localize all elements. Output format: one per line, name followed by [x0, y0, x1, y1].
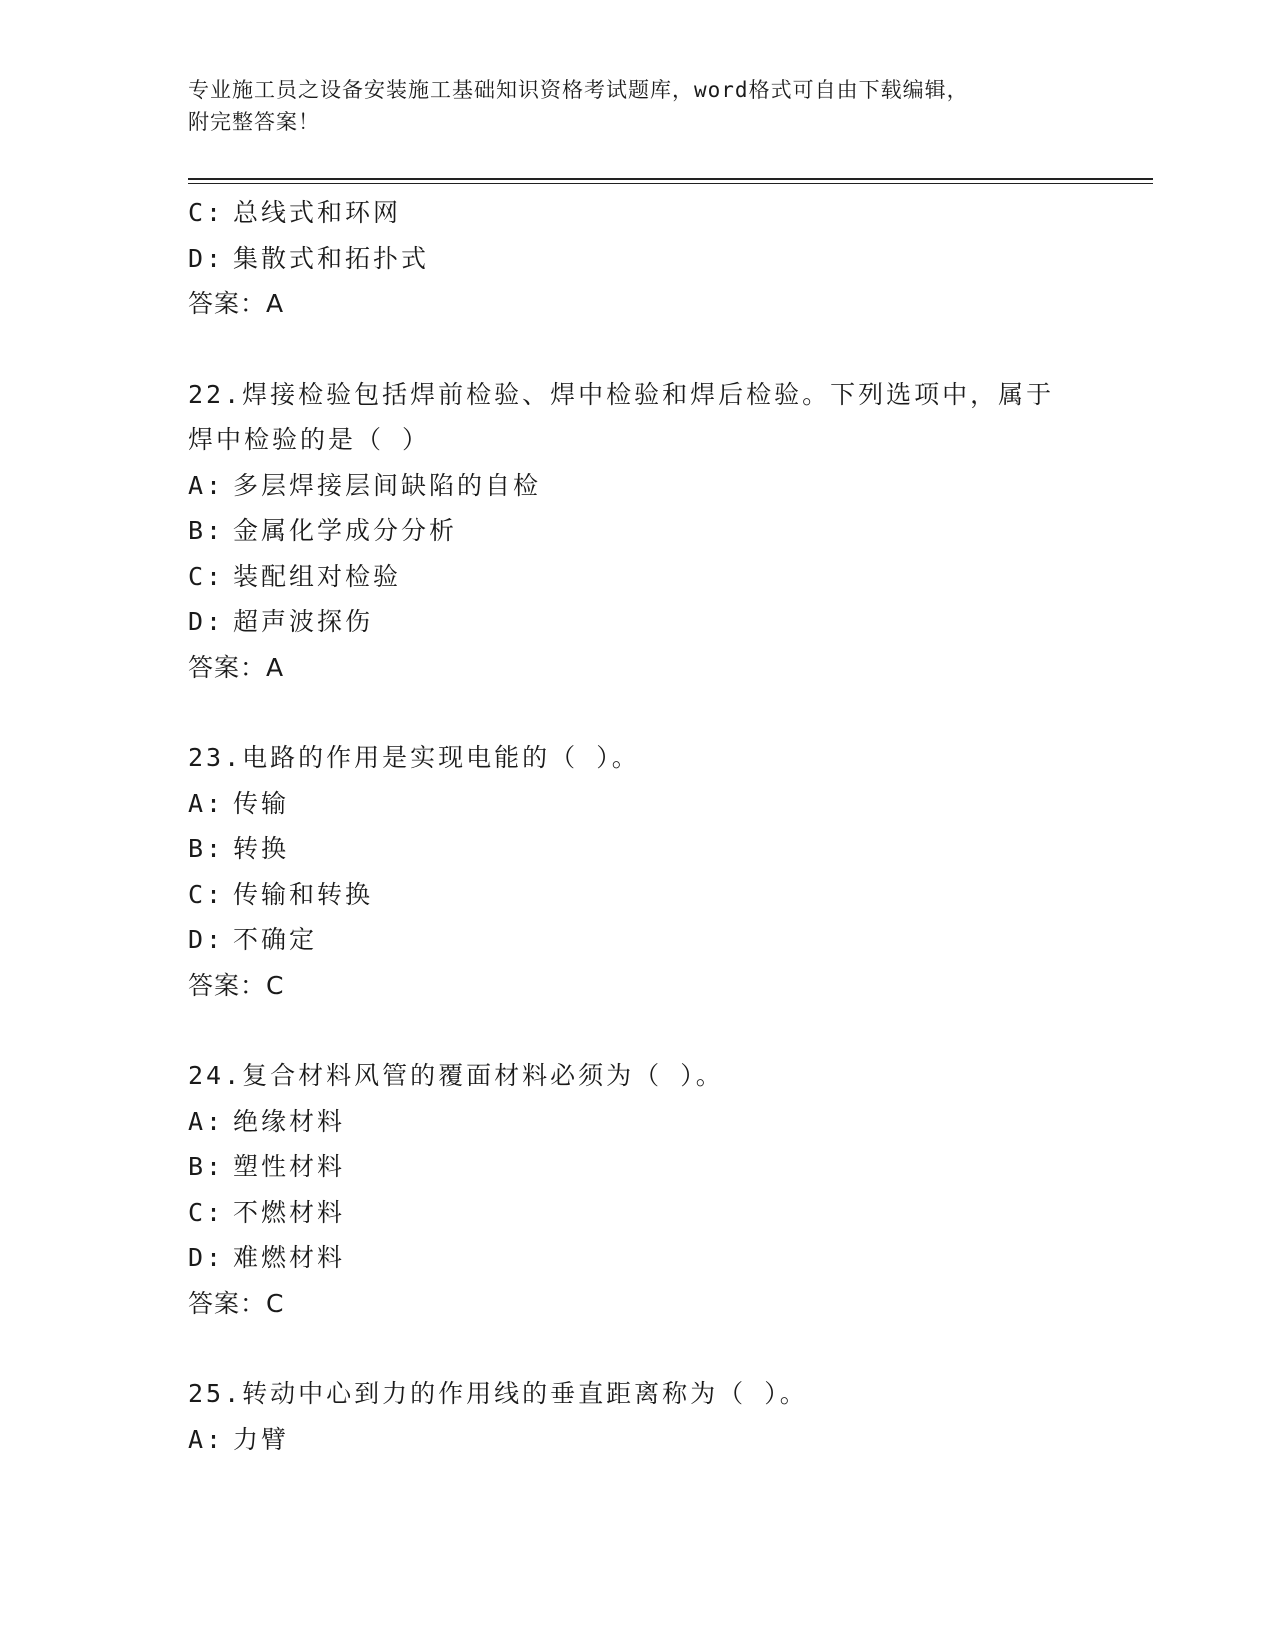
option-text: 传输和转换 [233, 879, 374, 909]
option-c [188, 1190, 1088, 1236]
question-text-line-1: 24.复合材料风管的覆面材料必须为（ ）。 [188, 1061, 724, 1090]
answer-line: 答案：C [188, 1288, 285, 1318]
question-23 [188, 735, 1088, 1008]
question-22 [188, 372, 1088, 691]
option-text: 金属化学成分分析 [233, 516, 458, 545]
option-letter: D: [188, 607, 225, 636]
option-d [188, 599, 1088, 645]
option-d [188, 1235, 1088, 1281]
option-letter: A: [188, 788, 225, 818]
option-letter: B: [188, 834, 225, 863]
option-text: 传输 [233, 788, 290, 818]
option-text: 不确定 [233, 925, 318, 954]
option-text: 装配组对检验 [233, 561, 402, 591]
option-letter: B: [188, 516, 225, 545]
header-divider [188, 178, 1153, 184]
option-c [188, 554, 1088, 600]
question-25 [188, 1371, 1088, 1462]
option-d [188, 917, 1088, 963]
option-letter: C: [188, 198, 225, 227]
header-line-2: 附完整答案！ [188, 110, 320, 134]
answer-line: 答案：A [188, 652, 285, 682]
option-letter: D: [188, 925, 225, 954]
option-letter: A: [188, 1424, 225, 1454]
question-text-line-1: 25.转动中心到力的作用线的垂直距离称为（ ）。 [188, 1379, 808, 1408]
spacer [188, 1326, 1088, 1371]
option-text: 绝缘材料 [233, 1106, 346, 1136]
option-letter: B: [188, 1152, 225, 1181]
option-letter: A: [188, 1106, 225, 1136]
option-letter: C: [188, 561, 225, 591]
option-text: 难燃材料 [233, 1243, 346, 1272]
option-letter: D: [188, 243, 225, 273]
option-text: 力臂 [233, 1424, 290, 1454]
option-letter: C: [188, 1197, 225, 1227]
question-text-line-1: 22.焊接检验包括焊前检验、焊中检验和焊后检验。下列选项中，属于 [188, 379, 1055, 409]
option-b [188, 1144, 1088, 1190]
question-21-tail [188, 190, 1088, 327]
spacer [188, 327, 1088, 372]
option-letter: C: [188, 879, 225, 909]
option-b [188, 508, 1088, 554]
answer-line: 答案：C [188, 970, 285, 1000]
option-text: 转换 [233, 834, 290, 863]
option-letter: D: [188, 1243, 225, 1272]
question-list [188, 190, 1088, 1462]
option-text: 塑性材料 [233, 1152, 346, 1181]
option-text: 多层焊接层间缺陷的自检 [233, 470, 542, 500]
option-b [188, 826, 1088, 872]
option-letter: A: [188, 470, 225, 500]
option-text: 总线式和环网 [233, 198, 402, 227]
question-text-line-1: 23.电路的作用是实现电能的（ ）。 [188, 743, 640, 772]
document-header [188, 74, 1068, 138]
question-24 [188, 1053, 1088, 1326]
option-c [188, 872, 1088, 918]
question-text-line-2: 焊中检验的是（ ） [188, 425, 431, 454]
option-a [188, 1099, 1088, 1145]
option-c [188, 190, 1088, 236]
option-a [188, 1417, 1088, 1463]
spacer [188, 1008, 1088, 1053]
answer-line: 答案：A [188, 289, 285, 318]
option-text: 集散式和拓扑式 [233, 243, 430, 273]
option-text: 超声波探伤 [233, 607, 374, 636]
option-a [188, 463, 1088, 509]
option-d [188, 236, 1088, 282]
option-a [188, 781, 1088, 827]
option-text: 不燃材料 [233, 1197, 346, 1227]
spacer [188, 690, 1088, 735]
header-line-1: 专业施工员之设备安装施工基础知识资格考试题库，word格式可自由下载编辑， [188, 78, 969, 102]
